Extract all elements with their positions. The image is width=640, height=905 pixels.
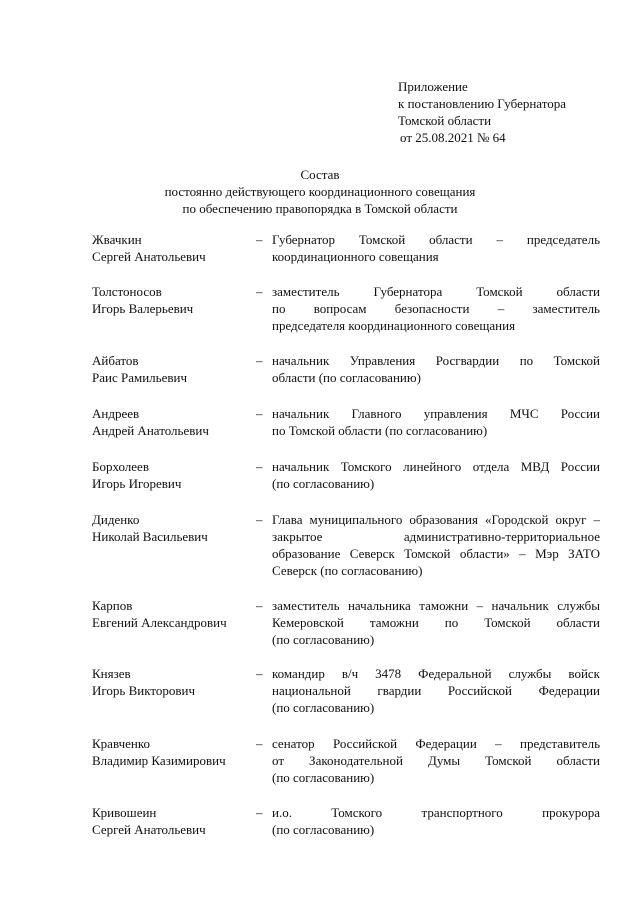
member-given-names: Евгений Александрович [92, 615, 227, 630]
role-line: (по согласованию) [272, 476, 375, 491]
role-line: по вопросам безопасности – заместитель [272, 301, 600, 316]
appendix-region: Томской области [398, 113, 492, 128]
member-name [92, 804, 257, 838]
member-given-names: Сергей Анатольевич [92, 822, 206, 837]
member-role [272, 511, 600, 579]
member-surname: Кравченко [92, 736, 151, 751]
member-surname: Кривошеин [92, 805, 157, 820]
role-line: заместитель начальника таможни – начальник службы [272, 598, 600, 613]
member-dash: – [256, 284, 263, 299]
member-dash: – [256, 406, 263, 421]
member-role [272, 405, 600, 439]
member-surname: Диденко [92, 512, 140, 527]
role-line: председателя координационного совещания [272, 318, 516, 333]
member-given-names: Игорь Игоревич [92, 476, 182, 491]
member-name [92, 665, 257, 699]
member-role [272, 665, 600, 716]
role-line: закрытое административно-территориальное [272, 529, 600, 544]
member-name [92, 231, 257, 265]
role-line: по Томской области (по согласованию) [272, 423, 488, 438]
member-given-names: Николай Васильевич [92, 529, 208, 544]
member-name [92, 352, 257, 386]
appendix-date-number: от 25.08.2021 № 64 [400, 130, 506, 145]
role-line: (по согласованию) [272, 700, 375, 715]
member-surname: Карпов [92, 598, 133, 613]
document-title [0, 166, 640, 217]
role-line: (по согласованию) [272, 822, 375, 837]
role-line: (по согласованию) [272, 770, 375, 785]
appendix-decree-ref: к постановлению Губернатора [398, 96, 567, 111]
member-dash: – [256, 459, 263, 474]
member-surname: Андреев [92, 406, 140, 421]
member-surname: Айбатов [92, 353, 139, 368]
member-dash: – [256, 598, 263, 613]
member-role [272, 735, 600, 786]
member-given-names: Раис Рамильевич [92, 370, 187, 385]
role-line: начальник Управления Росгвардии по Томской [272, 353, 600, 368]
role-line: Глава муниципального образования «Городской округ – [272, 512, 600, 527]
role-line: сенатор Российской Федерации – представитель [272, 736, 600, 751]
member-dash: – [256, 666, 263, 681]
member-role [272, 458, 600, 492]
member-dash: – [256, 232, 263, 247]
member-name [92, 458, 257, 492]
member-given-names: Игорь Викторович [92, 683, 195, 698]
role-line: Губернатор Томской области – председатель [272, 232, 600, 247]
title-line-2: постоянно действующего координационного совещания [164, 184, 476, 199]
title-line-1: Состав [300, 167, 340, 182]
role-line: начальник Томского линейного отдела МВД России [272, 459, 600, 474]
role-line: начальник Главного управления МЧС России [272, 406, 600, 421]
member-role [272, 231, 600, 265]
role-line: образование Северск Томской области» – Мэр ЗАТО [272, 546, 600, 561]
member-surname: Толстоносов [92, 284, 162, 299]
role-line: Кемеровской таможни по Томской области [272, 615, 600, 630]
role-line: от Законодательной Думы Томской области [272, 753, 600, 768]
member-dash: – [256, 805, 263, 820]
member-surname: Жвачкин [92, 232, 142, 247]
role-line: (по согласованию) [272, 632, 375, 647]
role-line: Северск (по согласованию) [272, 563, 423, 578]
appendix-label: Приложение [398, 79, 468, 94]
role-line: области (по согласованию) [272, 370, 421, 385]
member-given-names: Игорь Валерьевич [92, 301, 194, 316]
member-dash: – [256, 353, 263, 368]
member-given-names: Владимир Казимирович [92, 753, 226, 768]
member-name [92, 511, 257, 545]
member-role [272, 352, 600, 386]
member-name [92, 283, 257, 317]
member-surname: Князев [92, 666, 131, 681]
member-name [92, 405, 257, 439]
member-dash: – [256, 512, 263, 527]
member-role [272, 283, 600, 334]
member-name [92, 597, 257, 631]
title-line-3: по обеспечению правопорядка в Томской области [182, 201, 458, 216]
member-name [92, 735, 257, 769]
member-dash: – [256, 736, 263, 751]
member-role [272, 804, 600, 838]
role-line: национальной гвардии Российской Федерации [272, 683, 600, 698]
role-line: координационного совещания [272, 249, 439, 264]
role-line: командир в/ч 3478 Федеральной службы войск [272, 666, 600, 681]
role-line: и.о. Томского транспортного прокурора [272, 805, 600, 820]
member-surname: Борхолеев [92, 459, 149, 474]
role-line: заместитель Губернатора Томской области [272, 284, 600, 299]
appendix-header [398, 78, 566, 146]
member-role [272, 597, 600, 648]
member-given-names: Сергей Анатольевич [92, 249, 206, 264]
member-given-names: Андрей Анатольевич [92, 423, 209, 438]
